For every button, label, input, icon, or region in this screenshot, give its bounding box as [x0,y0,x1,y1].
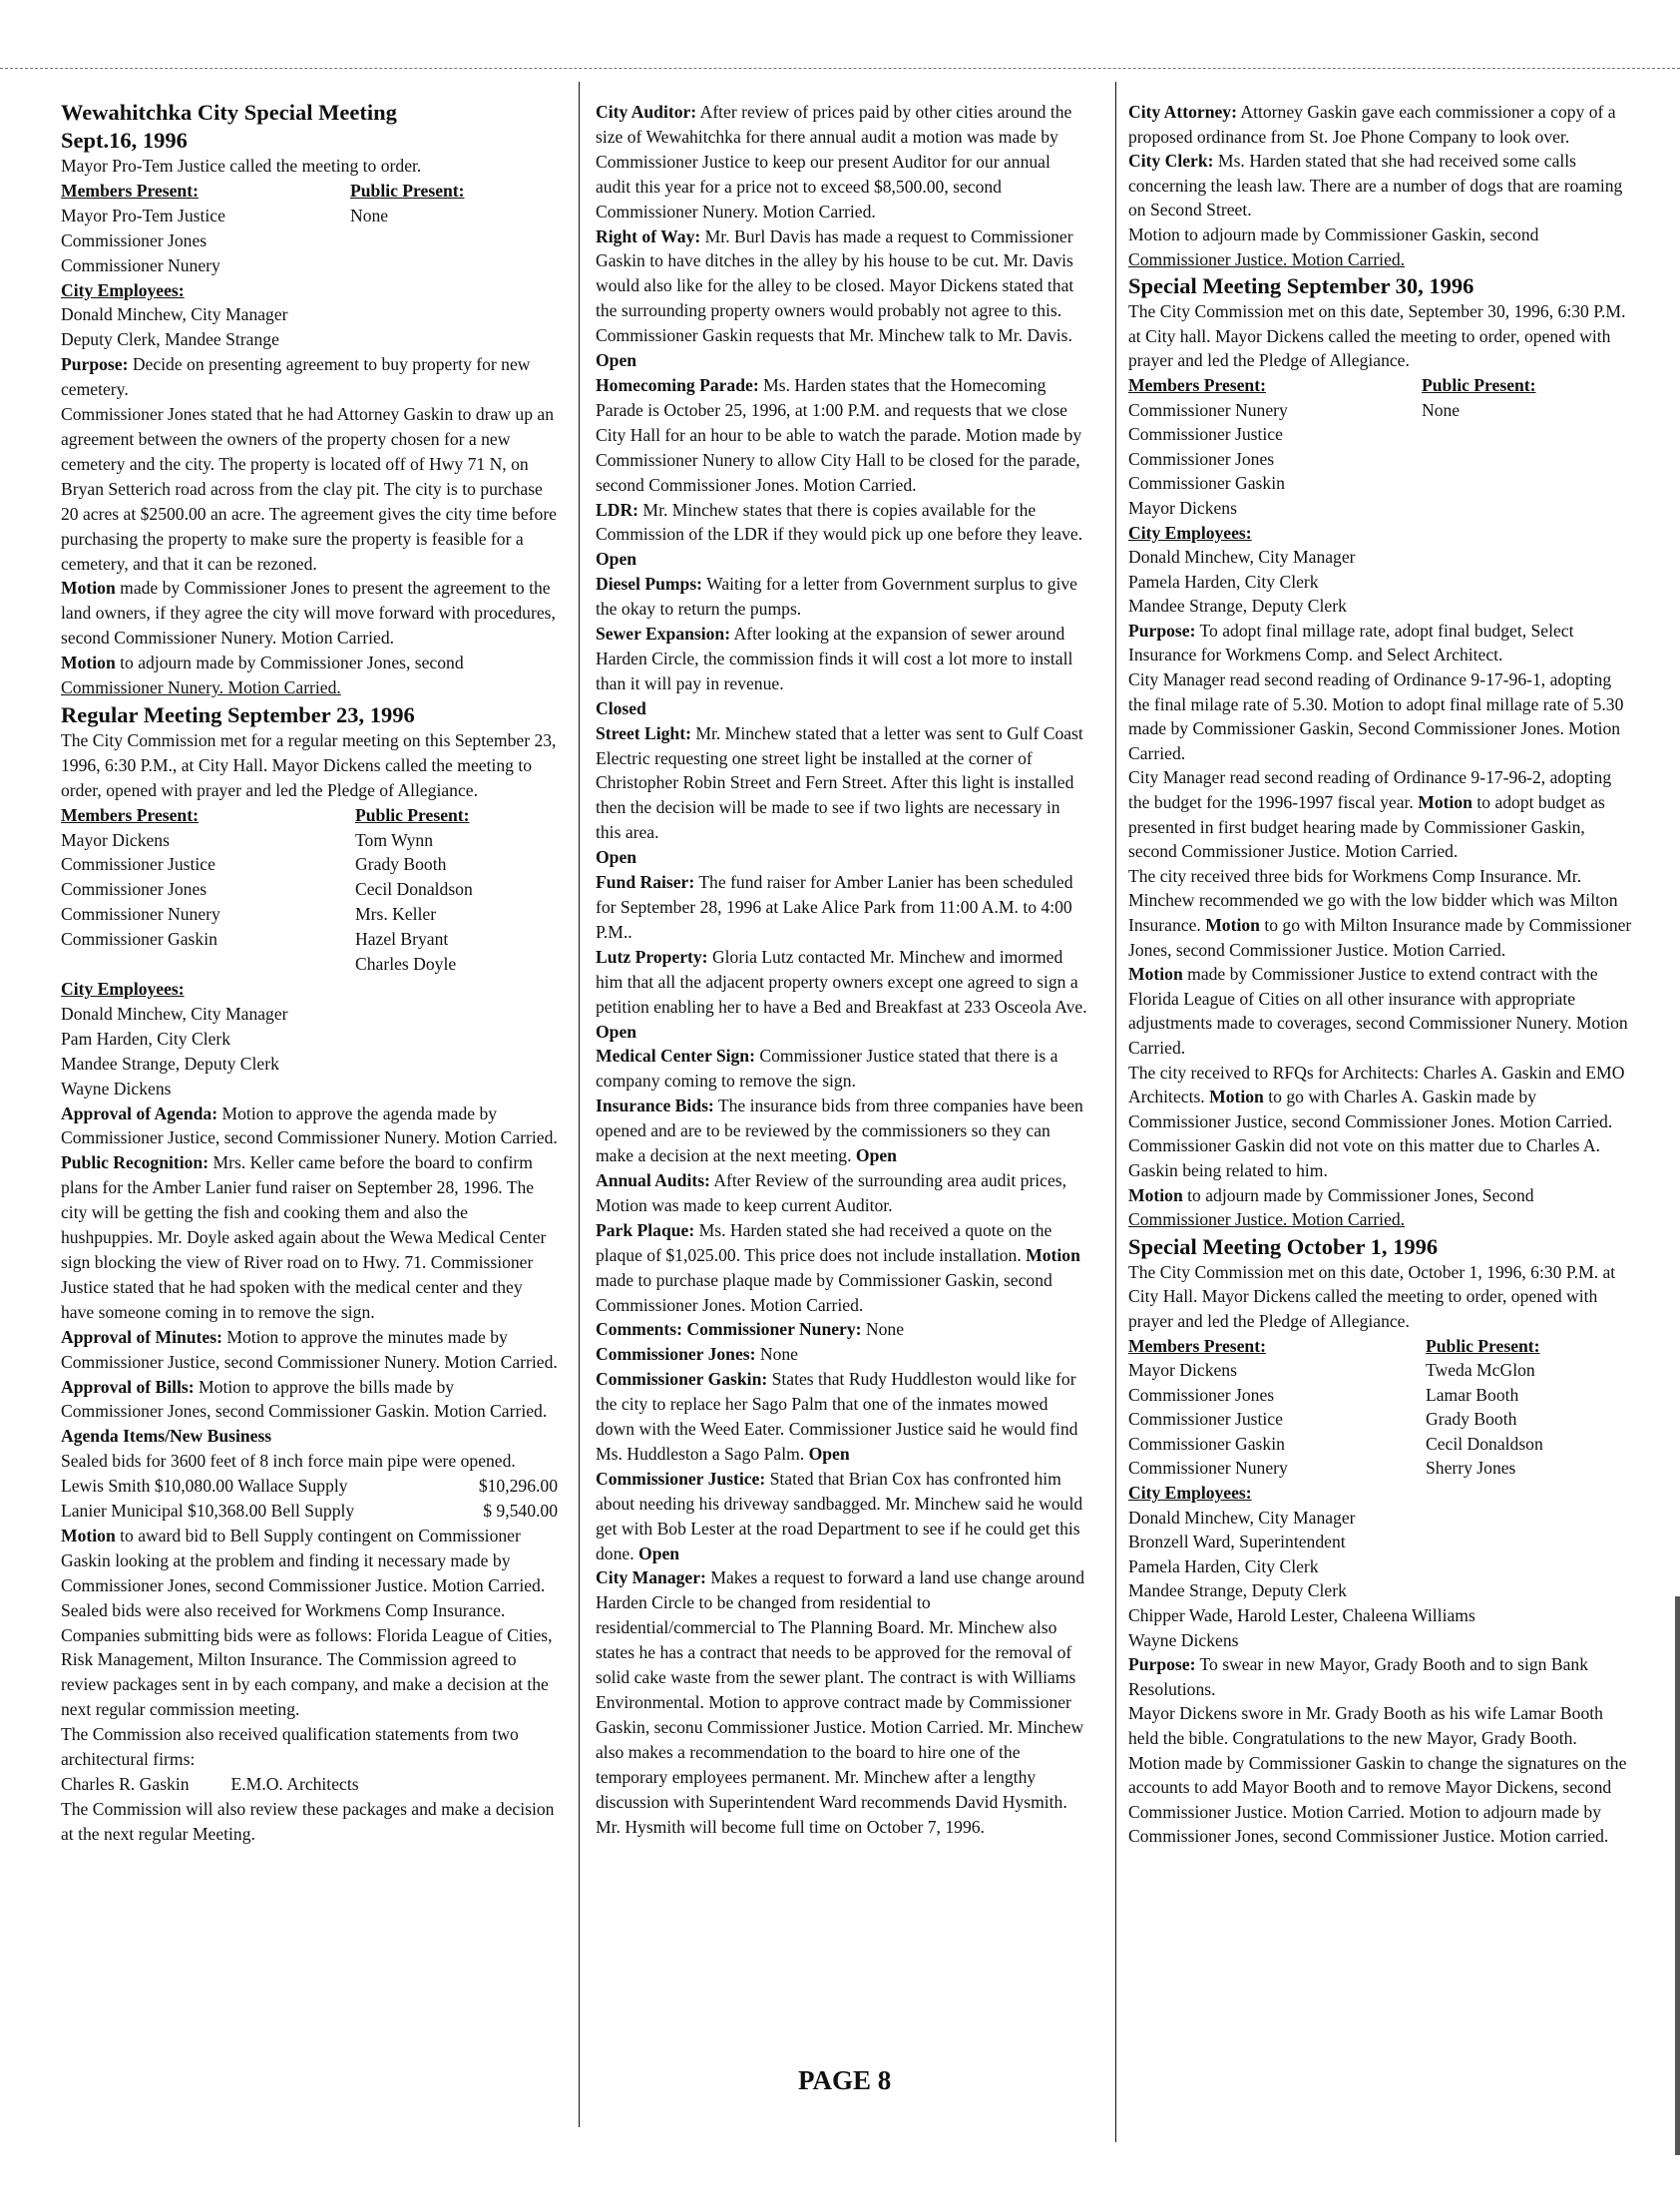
list-item: Commissioner Jones [61,229,208,250]
employees-label: City Employees: [1128,1483,1252,1504]
members-label: Members Present: [61,180,199,201]
list-item: Tom Wynn [355,829,434,850]
meeting-title: Wewahitchka City Special Meeting [61,100,397,125]
member-list [1128,1358,1426,1481]
swearing-in-paragraph: Mayor Dickens swore in Mr. Grady Booth as his wife Lamar Booth held the bible. Congratulations to the new Mayor, Grady Booth. [1128,1703,1603,1748]
signatures-paragraph: Motion made by Commissioner Gaskin to change the signatures on the accounts to add Mayor Booth and to remove Mayor Dickens, second Commissioner Justice. Motion Carried. Motion to adjourn made by Commissioner Jones, second Commissioner Justice. Motion carried. [1128,1752,1627,1847]
sealed-bids-paragraph: Sealed bids for 3600 feet of 8 inch force main pipe were opened. [61,1451,516,1472]
list-item: Sherry Jones [1426,1458,1516,1479]
member-list [61,204,350,278]
employee-list [1128,545,1635,619]
recognition-paragraph: Public Recognition: Mrs. Keller came before the board to confirm plans for the Amber Lanier fund raiser on September 28, 1996. The city will be getting the fish and cooking them and also the hushpuppies. Mr. Doyle asked again about the Wewa Medical Center sign blocking the view of River road on to Hwy. 71. Commissioner Justice stated that he had spoken with the medical center and they have someone coming in to remove the sign. [61,1152,547,1322]
intro-paragraph: The City Commission met on this date, September 30, 1996, 6:30 P.M. at City hall. Mayor Dickens called the meeting to order, opened with prayer and led the Pledge of Allegiance. [1128,301,1626,371]
list-item: Commissioner Justice [1128,424,1283,445]
manager-paragraph: City Manager: Makes a request to forward a land use change around Harden Circle to be changed from residential to residential/commercial to The Planning Board. Mr. Minchew also states he has a contract that needs to be approved for the removal of solid cake waste from the sewer plant. The contract is with Williams Environmental. Motion to approve contract made by Commissioner Gaskin, seconu Commissioner Justice. Motion Carried. Mr. Minchew also makes a recommendation to the board to hire one of the temporary employees permanent. Mr. Minchew after a lengthy discussion with Superintendent Ward recommends David Hysmith. Mr. Hysmith will become full time on October 7, 1996. [596,1567,1085,1837]
employee-list [1128,1506,1635,1653]
agenda-paragraph: Approval of Agenda: Motion to approve the agenda made by Commissioner Justice, second Commissioner Nunery. Motion Carried. [61,1102,558,1148]
list-item: None [1422,399,1461,420]
public-label: Public Present: [1422,374,1536,395]
list-item: Cecil Donaldson [355,879,473,900]
list-item: Donald Minchew, City Manager [1128,1507,1356,1528]
list-item: Mayor Pro-Tem Justice [61,205,225,225]
list-item: Deputy Clerk, Mandee Strange [61,329,279,350]
list-item: Mayor Dickens [1128,497,1237,518]
audits-paragraph: Annual Audits: After Review of the surrounding area audit prices, Motion was made to keep current Auditor. [596,1169,1067,1215]
top-rule [0,68,1680,69]
architects-paragraph: The city received to RFQs for Architects: Charles A. Gaskin and EMO Architects. Motion to go with Charles A. Gaskin made by Commissioner Justice, second Commissioner Jones. Motion Carried. Commissioner Gaskin did not vote on this matter due to Charles A. Gaskin being related to him. [1128,1062,1625,1180]
intro-paragraph: The City Commission met on this date, October 1, 1996, 6:30 P.M. at City Hall. Mayor Dickens called the meeting to order, opened with prayer and led the Pledge of Allegiance. [1128,1261,1616,1331]
meeting-title: Special Meeting October 1, 1996 [1128,1233,1439,1259]
public-list [1422,398,1536,423]
meeting-date: Sept.16, 1996 [61,128,188,153]
right-of-way-paragraph: Right of Way: Mr. Burl Davis has made a request to Commissioner Gaskin to have ditches in the alley by his house to be cut. Mr. Davis would also like for the alley to be closed. Mayor Dickens stated that the surrounding property owners would probably not agree to this. Commissioner Gaskin requests that Mr. Minchew talk to Mr. Davis. Open [596,225,1074,371]
ordinance-paragraph: City Manager read second reading of Ordinance 9-17-96-1, adopting the final milage rate of 5.30. Motion to adopt final millage rate of 5.30 made by Commissioner Gaskin, Second Commissioner Jones. Motion Carried. [1128,669,1624,763]
list-item: Commissioner Gaskin [1128,473,1285,494]
public-label: Public Present: [350,180,465,201]
diesel-paragraph: Diesel Pumps: Waiting for a letter from Government surplus to give the okay to return the pumps. [596,574,1077,620]
list-item: Commissioner Nunery [61,254,220,275]
page-number: PAGE 8 [798,2065,892,2095]
list-item: Bronzell Ward, Superintendent [1128,1532,1346,1552]
list-item: Commissioner Jones [1128,1384,1275,1405]
award-paragraph: Motion to award bid to Bell Supply contingent on Commissioner Gaskin looking at the problem and finding it necessary made by Commissioner Jones, second Commissioner Justice. Motion Carried. [61,1525,546,1595]
attorney-paragraph: City Attorney: Attorney Gaskin gave each commissioner a copy of a proposed ordinance from St. Joe Phone Company to look over. [1128,102,1616,147]
list-item: Grady Booth [355,854,447,875]
firm-line: Charles R. Gaskin E.M.O. Architects [61,1774,359,1794]
attendance-block [1128,1334,1635,1482]
employee-list [61,1002,558,1102]
adjourn-paragraph: Motion to adjourn made by Commissioner Jones, second Commissioner Nunery. Motion Carried. [61,653,464,698]
list-item: Commissioner Jones [1128,448,1275,469]
list-item: Commissioner Justice [1128,1409,1283,1430]
public-list [355,828,473,977]
list-item: Mandee Strange, Deputy Clerk [1128,1580,1347,1601]
fund-raiser-paragraph: Fund Raiser: The fund raiser for Amber Lanier has been scheduled for September 28, 1996 at Lake Alice Park from 11:00 A.M. to 4:00 P.M.. [596,872,1073,942]
column-2 [596,100,1089,1839]
jones-comment: Commissioner Jones: None [596,1344,798,1365]
list-item: Pam Harden, City Clerk [61,1028,231,1049]
budget-paragraph: City Manager read second reading of Ordinance 9-17-96-2, adopting the budget for the 1996-1997 fiscal year. Motion to adopt budget as presented in first budget hearing made by Commissioner Gaskin, second Commissioner Justice. Motion Carried. [1128,767,1612,862]
gaskin-comment: Commissioner Gaskin: States that Rudy Huddleston would like for the city to replace her Sago Palm that one of the inmates mowed down with the Weed Eater. Commissioner Justice said he would find Ms. Huddleston a Sago Palm. Open [596,1369,1078,1464]
list-item: Commissioner Nunery [61,904,220,925]
employee-list [61,302,558,352]
attendance-block [61,803,558,977]
list-item: Mandee Strange, Deputy Clerk [1128,596,1347,617]
agenda-items-label: Agenda Items/New Business [61,1426,272,1447]
meeting-title: Regular Meeting September 23, 1996 [61,701,415,727]
bills-paragraph: Approval of Bills: Motion to approve the bills made by Commissioner Jones, second Commissioner Gaskin. Motion Carried. [61,1376,548,1422]
comments-line: Comments: Commissioner Nunery: None [596,1319,905,1340]
public-label: Public Present: [355,804,470,825]
list-item: Wayne Dickens [1128,1629,1239,1650]
member-list [1128,398,1422,521]
insurance-paragraph: Insurance Bids: The insurance bids from three companies have been opened and are to be reviewed by the commissioners so they can make a decision at the next meeting. Open [596,1096,1083,1166]
scan-edge-mark [1675,1596,1680,2155]
attendance-block [61,179,558,278]
motion-paragraph: Motion made by Commissioner Jones to present the agreement to the land owners, if they agree the city will move forward with procedures, second Commissioner Nunery. Motion Carried. [61,578,556,649]
list-item: Donald Minchew, City Manager [61,1003,288,1024]
employees-label: City Employees: [61,279,185,300]
sewer-paragraph: Sewer Expansion: After looking at the expansion of sewer around Harden Circle, the commission finds it will cost a lot more to install than it will pay in revenue. Closed [596,624,1073,718]
review-paragraph: The Commission will also review these packages and make a decision at the next regular Meeting. [61,1798,555,1844]
list-item: Commissioner Justice [61,854,215,875]
plaque-paragraph: Park Plaque: Ms. Harden stated she had received a quote on the plaque of $1,025.00. This price does not include installation. Motion made to purchase plaque made by Commissioner Gaskin, second Commissioner Jones. Motion Carried. [596,1219,1080,1315]
league-paragraph: Motion made by Commissioner Justice to extend contract with the Florida League of Cities on all other insurance with appropriate adjustments made to coverages, second Commissioner Nunery. Motion Carried. [1128,964,1628,1058]
list-item: Commissioner Gaskin [1128,1433,1285,1454]
list-item: None [350,205,389,225]
attendance-block [1128,373,1635,521]
list-item: Chipper Wade, Harold Lester, Chaleena Williams [1128,1605,1475,1626]
column-divider-2 [1115,82,1116,2142]
purpose-paragraph: Purpose: To swear in new Mayor, Grady Booth and to sign Bank Resolutions. [1128,1654,1588,1699]
members-label: Members Present: [1128,374,1266,395]
sign-paragraph: Medical Center Sign: Commissioner Justice stated that there is a company coming to remove the sign. [596,1046,1058,1092]
list-item: Commissioner Jones [61,879,208,900]
list-item: Hazel Bryant [355,929,449,950]
list-item: Pamela Harden, City Clerk [1128,571,1319,592]
employees-label: City Employees: [1128,522,1252,543]
intro-paragraph: The City Commission met for a regular meeting on this September 23, 1996, 6:30 P.M., at City Hall. Mayor Dickens called the meeting to order, opened with prayer and led the Pledge of Allegiance. [61,729,557,800]
list-item: Pamela Harden, City Clerk [1128,1555,1319,1576]
public-list [1426,1358,1543,1481]
meeting-title: Special Meeting September 30, 1996 [1128,273,1474,299]
column-1 [61,98,558,1847]
list-item: Commissioner Nunery [1128,399,1288,420]
column-3 [1128,100,1635,1849]
qualification-paragraph: The Commission also received qualification statements from two architectural firms: [61,1724,519,1770]
adjourn-paragraph: Motion to adjourn made by Commissioner Gaskin, second Commissioner Justice. Motion Carried. [1128,223,1539,269]
lutz-paragraph: Lutz Property: Gloria Lutz contacted Mr. Minchew and imormed him that all the adjacent property owners except one agreed to sign a petition enabling her to have a Bed and Breakfast at 233 Osceola Ave. Open [596,946,1087,1042]
employees-label: City Employees: [61,979,185,999]
auditor-paragraph: City Auditor: After review of prices paid by other cities around the size of Wewahitchka for there annual audit a motion was made by Commissioner Justice to keep our present Auditor for our annual audit this year for a price not to exceed $8,500.00, second Commissioner Nunery. Motion Carried. [596,102,1072,221]
public-list [350,204,465,228]
list-item: Commissioner Nunery [1128,1458,1288,1479]
list-item: Cecil Donaldson [1426,1433,1543,1454]
list-item: Commissioner Gaskin [61,929,217,950]
list-item: Donald Minchew, City Manager [61,304,288,325]
public-label: Public Present: [1426,1335,1540,1356]
members-label: Members Present: [61,804,199,825]
call-to-order: Mayor Pro-Tem Justice called the meeting to order. [61,156,422,176]
column-divider-1 [579,82,580,2127]
list-item: Charles Doyle [355,954,457,975]
list-item: Mayor Dickens [1128,1360,1237,1381]
list-item: Wayne Dickens [61,1078,172,1099]
bid-line: Lanier Municipal $10,368.00 Bell Supply $ 9,540.00 [61,1501,558,1522]
members-label: Members Present: [1128,1335,1266,1356]
minutes-paragraph: Approval of Minutes: Motion to approve the minutes made by Commissioner Justice, second Commissioner Nunery. Motion Carried. [61,1326,558,1372]
adjourn-paragraph: Motion to adjourn made by Commissioner Jones, Second Commissioner Justice. Motion Carried. [1128,1184,1534,1230]
purpose-paragraph: Purpose: Decide on presenting agreement to buy property for new cemetery. [61,354,531,400]
ldr-paragraph: LDR: Mr. Minchew states that there is copies available for the Commission of the LDR if they would pick up one before they leave. Open [596,499,1083,570]
parade-paragraph: Homecoming Parade: Ms. Harden states that the Homecoming Parade is October 25, 1996, at 1:00 P.M. and requests that we close City Hall for an hour to be able to watch the parade. Motion made by Commissioner Nunery to allow City Hall to be closed for the parade, second Commissioner Jones. Motion Carried. [596,374,1082,495]
purpose-paragraph: Purpose: To adopt final millage rate, adopt final budget, Select Insurance for Workmens Comp. and Select Architect. [1128,620,1574,665]
list-item: Mayor Dickens [61,829,170,850]
list-item: Donald Minchew, City Manager [1128,547,1356,568]
list-item: Mandee Strange, Deputy Clerk [61,1053,279,1074]
list-item: Mrs. Keller [355,904,437,925]
list-item: Lamar Booth [1426,1384,1519,1405]
body-paragraph: Commissioner Jones stated that he had Attorney Gaskin to draw up an agreement between the owners of the property chosen for a new cemetery and the city. The property is located off of Hwy 71 N, on Bryan Setterich road across from the clay pit. The city is to purchase 20 acres at $2500.00 an acre. The agreement gives the city time before purchasing the property to make sure the property is feasible for a cemetery, and that it can be rezoned. [61,404,557,574]
street-light-paragraph: Street Light: Mr. Minchew stated that a letter was sent to Gulf Coast Electric requesting one street light be installed at the corner of Christopher Robin Street and Fern Street. After this light is installed then the decision will be made to see if two lights are necessary in this area. Open [596,722,1083,868]
clerk-paragraph: City Clerk: Ms. Harden stated that she had received some calls concerning the leash law. There are a number of dogs that are roaming on Second Street. [1128,151,1623,220]
justice-comment: Commissioner Justice: Stated that Brian Cox has confronted him about needing his driveway sandbagged. Mr. Minchew said he would get with Bob Lester at the road Department to see if he could get this done. Open [596,1468,1083,1563]
member-list [61,828,355,953]
list-item: Grady Booth [1426,1409,1517,1430]
workmens-paragraph: Sealed bids were also received for Workmens Comp Insurance. Companies submitting bids were as follows: Florida League of Cities, Risk Management, Milton Insurance. The Commission agreed to review packages sent in by each company, and make a decision at the next regular commission meeting. [61,1599,553,1720]
bid-line: Lewis Smith $10,080.00 Wallace Supply $10,296.00 [61,1476,558,1497]
list-item: Tweda McGlon [1426,1360,1535,1381]
workmens-paragraph: The city received three bids for Workmens Comp Insurance. Mr. Minchew recommended we go with the low bidder which was Milton Insurance. Motion to go with Milton Insurance made by Commissioner Jones, second Commissioner Justice. Motion Carried. [1128,865,1632,960]
